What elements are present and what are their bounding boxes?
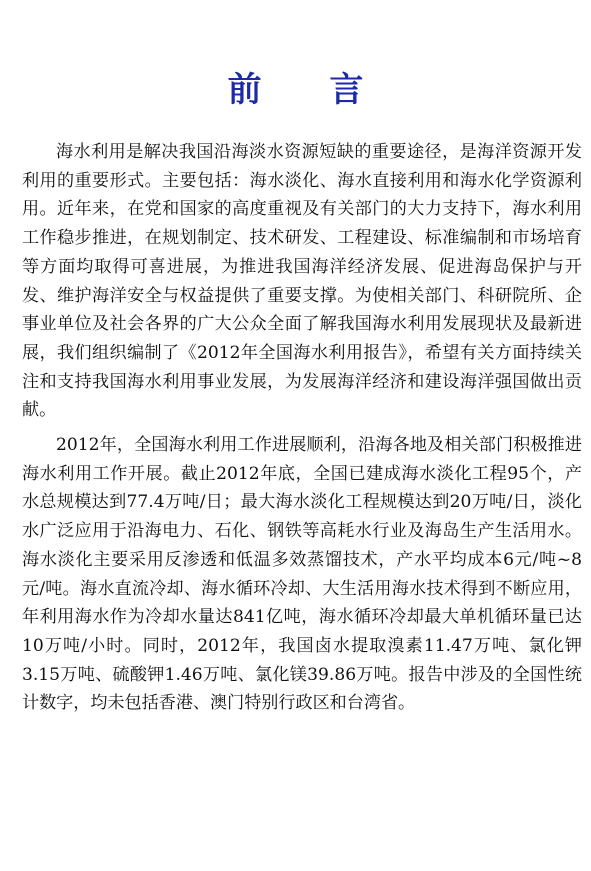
paragraph-2012-progress: 2012年，全国海水利用工作进展顺利，沿海各地及相关部门积极推进海水利用工作开展。截止2012年底，全国已建成海水淡化工程95个，产水总规模达到77.4万吨/日；最大海水淡化工程规模达到20万吨/日，淡化水广泛应用于沿海电力、石化、钢铁等高耗水行业及海岛生产生活用水。海水淡化主要采用反渗透和低温多效蒸馏技术，产水平均成本6元/吨~8元/吨。海水直流冷却、海水循环冷却、大生活用海水技术得到不断应用，年利用海水作为冷却水量达841亿吨，海水循环冷却最大单机循环量已达10万吨/小时。同时，2012年，我国卤水提取溴素11.47万吨、氯化钾3.15万吨、硫酸钾1.46万吨、氯化镁39.86万吨。报告中涉及的全国性统计数字，均未包括香港、澳门特别行政区和台湾省。 xyxy=(22,435,582,714)
body-text xyxy=(22,138,582,718)
paragraph-intro: 海水利用是解决我国沿海淡水资源短缺的重要途径，是海洋资源开发利用的重要形式。主要包括：海水淡化、海水直接利用和海水化学资源利用。近年来，在党和国家的高度重视及有关部门的大力支持下，海水利用工作稳步推进，在规划制定、技术研发、工程建设、标准编制和市场培育等方面均取得可喜进展，为推进我国海洋经济发展、促进海岛保护与开发、维护海洋安全与权益提供了重要支撑。为使相关部门、科研院所、企事业单位及社会各界的广大公众全面了解我国海水利用发展现状及最新进展，我们组织编制了《2012年全国海水利用报告》，希望有关方面持续关注和支持我国海水利用事业发展，为发展海洋经济和建设海洋强国做出贡献。 xyxy=(22,142,582,421)
page-title: 前 言 xyxy=(227,70,392,110)
